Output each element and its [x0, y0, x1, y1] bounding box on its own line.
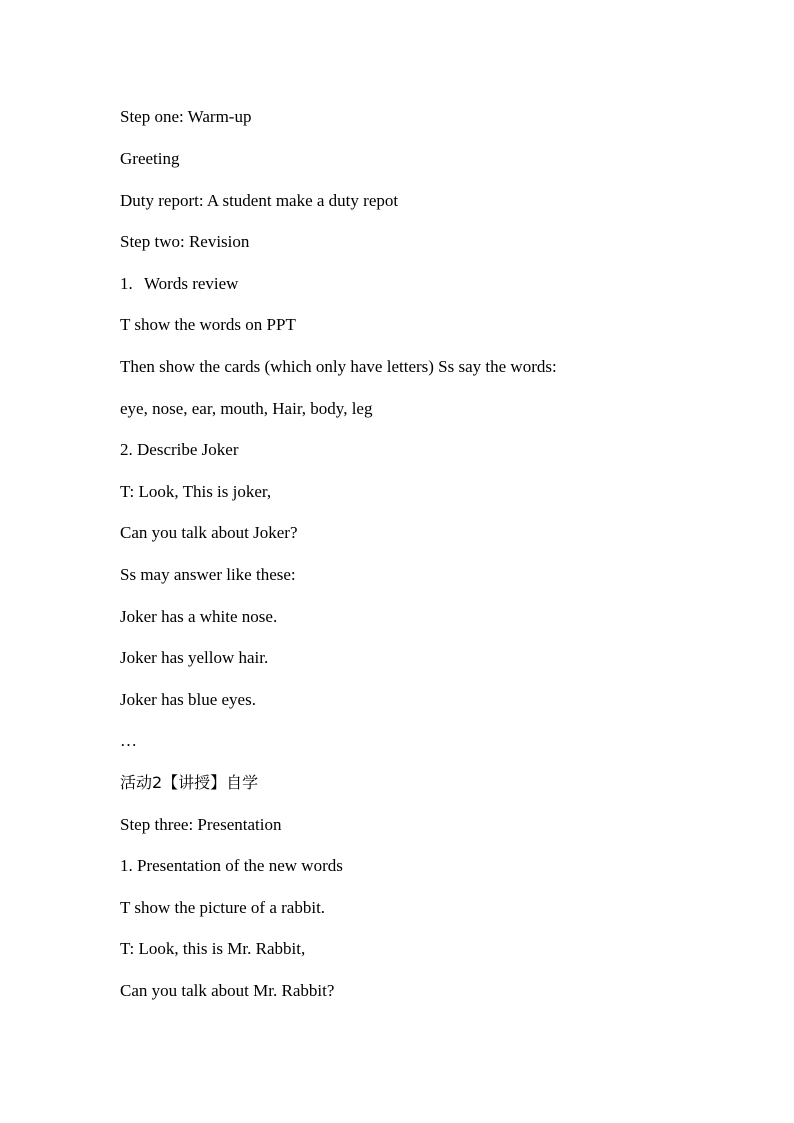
body-text-line: T: Look, this is Mr. Rabbit,: [120, 939, 306, 958]
list-item-text: Words review: [144, 274, 239, 293]
body-text-line: Can you talk about Joker?: [120, 523, 298, 542]
body-text-line: Then show the cards (which only have letters) Ss say the words:: [120, 357, 557, 376]
body-text-line: eye, nose, ear, mouth, Hair, body, leg: [120, 399, 373, 418]
body-text-line: Joker has a white nose.: [120, 607, 278, 626]
step-two-heading: Step two: Revision: [120, 232, 250, 251]
body-text-line: T show the words on PPT: [120, 315, 296, 334]
step-one-heading: Step one: Warm-up: [120, 107, 252, 126]
body-text-line: T: Look, This is joker,: [120, 482, 272, 501]
body-text-line: Ss may answer like these:: [120, 565, 296, 584]
body-text-line: Joker has blue eyes.: [120, 690, 256, 709]
ellipsis-text: …: [120, 731, 137, 750]
body-text-line: 1. Presentation of the new words: [120, 856, 343, 875]
duty-report-text: Duty report: A student make a duty repot: [120, 191, 399, 210]
activity-heading: 活动2【讲授】自学: [120, 773, 259, 792]
list-marker: 1.: [120, 274, 133, 293]
step-three-heading: Step three: Presentation: [120, 815, 282, 834]
describe-joker-heading: 2. Describe Joker: [120, 440, 239, 459]
list-item-words-review: [120, 274, 238, 294]
body-text-line: Can you talk about Mr. Rabbit?: [120, 981, 335, 1000]
body-text-line: Joker has yellow hair.: [120, 648, 269, 667]
greeting-text: Greeting: [120, 149, 180, 168]
body-text-line: T show the picture of a rabbit.: [120, 898, 326, 917]
